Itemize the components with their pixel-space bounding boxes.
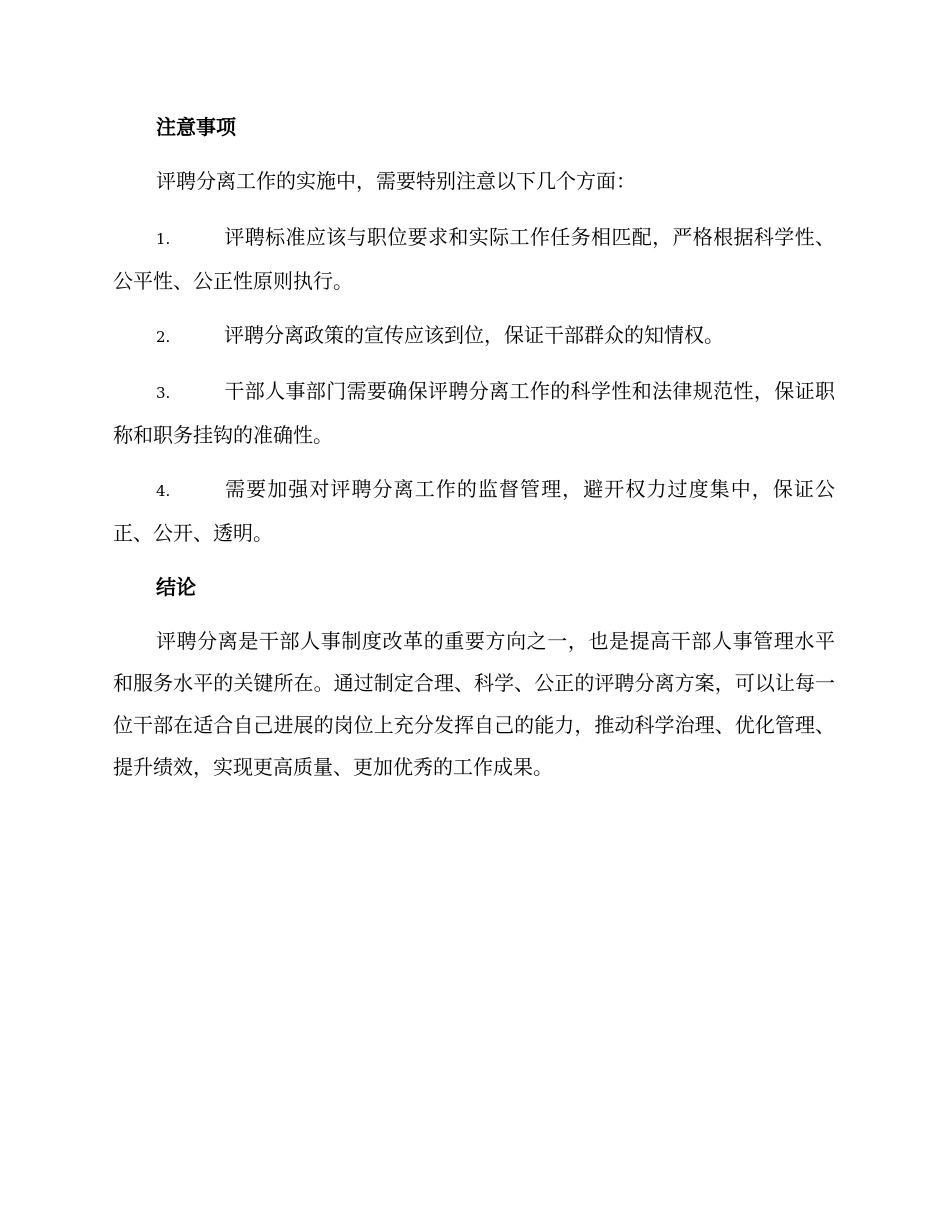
list-item-text: 评聘标准应该与职位要求和实际工作任务相匹配，严格根据科学性、公平性、公正性原则执行。 — [113, 225, 835, 293]
list-item — [113, 216, 835, 302]
list-item-text: 干部人事部门需要确保评聘分离工作的科学性和法律规范性，保证职称和职务挂钩的准确性。 — [113, 379, 835, 447]
section-heading-conclusion: 结论 — [156, 575, 196, 599]
document-page — [113, 108, 835, 788]
section-heading-notes: 注意事项 — [156, 115, 236, 139]
list-item-number: 2. — [156, 328, 171, 346]
list-item-number: 3. — [156, 384, 171, 402]
list-item — [113, 314, 835, 358]
list-item-number: 4. — [156, 482, 171, 500]
notes-intro-paragraph: 评聘分离工作的实施中，需要特别注意以下几个方面： — [156, 169, 636, 193]
list-item — [113, 468, 835, 554]
list-item-number: 1. — [156, 230, 171, 248]
list-item-text: 评聘分离政策的宣传应该到位，保证干部群众的知情权。 — [224, 323, 724, 347]
conclusion-paragraph: 评聘分离是干部人事制度改革的重要方向之一，也是提高干部人事管理水平和服务水平的关键所在。通过制定合理、科学、公正的评聘分离方案，可以让每一位干部在适合自己进展的岗位上充分发挥自己的能力，推动科学治理、优化管理、提升绩效，实现更高质量、更加优秀的工作成果。 — [113, 629, 835, 779]
list-item — [113, 370, 835, 456]
list-item-text: 需要加强对评聘分离工作的监督管理，避开权力过度集中，保证公正、公开、透明。 — [113, 477, 835, 545]
